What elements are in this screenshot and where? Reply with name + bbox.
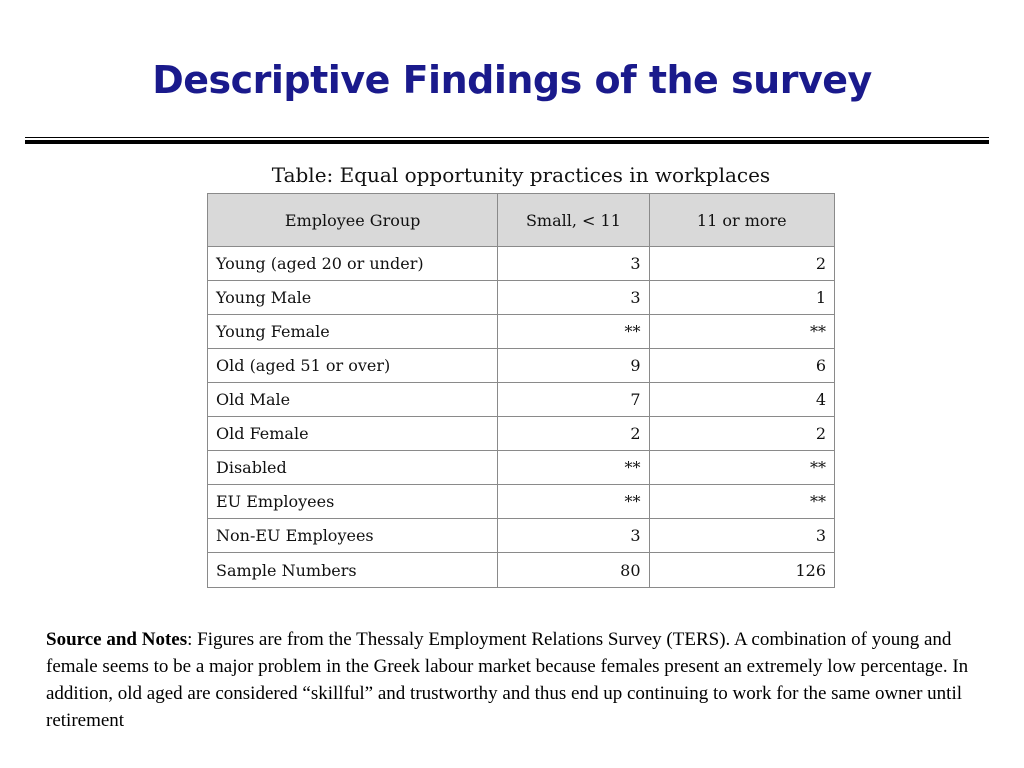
source-notes-lead: Source and Notes <box>46 629 188 650</box>
cell-group: Old (aged 51 or over) <box>208 349 498 383</box>
cell-small: 3 <box>498 281 649 315</box>
header-small: Small, < 11 <box>498 194 649 247</box>
cell-large: 6 <box>649 349 834 383</box>
cell-large: 1 <box>649 281 834 315</box>
cell-small: 3 <box>498 519 649 553</box>
table-row <box>208 349 835 383</box>
cell-small: 7 <box>498 383 649 417</box>
cell-small: ** <box>498 485 649 519</box>
cell-group: EU Employees <box>208 485 498 519</box>
header-large: 11 or more <box>649 194 834 247</box>
cell-group: Disabled <box>208 451 498 485</box>
table-row <box>208 281 835 315</box>
table-header-row <box>208 194 835 247</box>
cell-small: 80 <box>498 553 649 588</box>
cell-group: Young Female <box>208 315 498 349</box>
findings-table <box>207 193 835 588</box>
cell-group: Sample Numbers <box>208 553 498 588</box>
table-row-totals <box>208 553 835 588</box>
header-employee-group: Employee Group <box>208 194 498 247</box>
cell-group: Non-EU Employees <box>208 519 498 553</box>
table-row <box>208 485 835 519</box>
table-row <box>208 383 835 417</box>
cell-group: Young (aged 20 or under) <box>208 247 498 281</box>
cell-large: 2 <box>649 247 834 281</box>
table-caption: Table: Equal opportunity practices in workplaces <box>271 163 771 187</box>
cell-group: Young Male <box>208 281 498 315</box>
cell-small: 2 <box>498 417 649 451</box>
cell-large: 2 <box>649 417 834 451</box>
cell-large: ** <box>649 485 834 519</box>
cell-small: ** <box>498 451 649 485</box>
source-notes <box>46 626 981 734</box>
table-row <box>208 519 835 553</box>
table-row <box>208 315 835 349</box>
cell-small: 3 <box>498 247 649 281</box>
table-row <box>208 451 835 485</box>
table-row <box>208 417 835 451</box>
cell-large: ** <box>649 315 834 349</box>
slide-title: Descriptive Findings of the survey <box>152 58 872 102</box>
cell-group: Old Male <box>208 383 498 417</box>
cell-group: Old Female <box>208 417 498 451</box>
title-divider-thick <box>25 140 989 144</box>
cell-large: ** <box>649 451 834 485</box>
title-divider-thin <box>25 137 989 138</box>
table-row <box>208 247 835 281</box>
cell-large: 4 <box>649 383 834 417</box>
cell-large: 3 <box>649 519 834 553</box>
cell-large: 126 <box>649 553 834 588</box>
cell-small: ** <box>498 315 649 349</box>
cell-small: 9 <box>498 349 649 383</box>
source-notes-text: : Figures are from the Thessaly Employment Relations Survey (TERS). A combination of young and female seems to be a major problem in the Greek labour market because females present an extremely low percentage. In addition, old aged are considered “skillful” and trustworthy and thus end up continuing to work for the same owner until retirement <box>46 629 969 731</box>
